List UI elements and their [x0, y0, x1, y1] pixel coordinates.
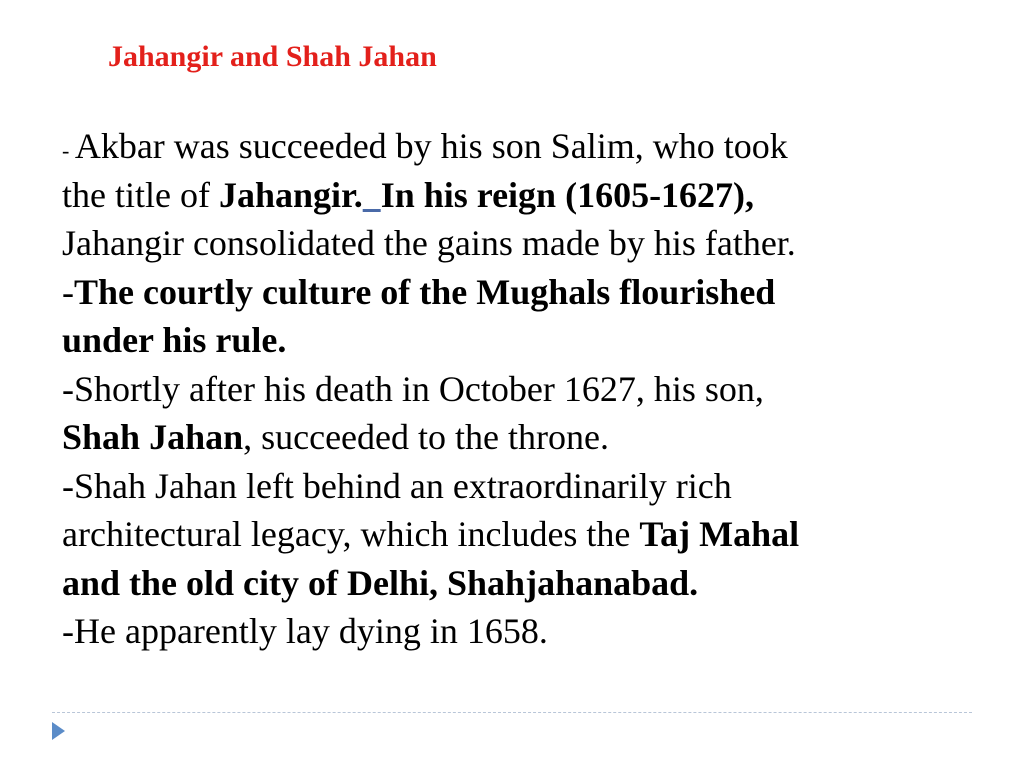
- body-line: [62, 122, 972, 171]
- body-line: [62, 365, 972, 414]
- bullet-dash: -: [62, 138, 75, 163]
- body-text: Jahangir consolidated the gains made by his father.: [62, 223, 796, 263]
- body-line: [62, 171, 972, 220]
- body-line: [62, 462, 972, 511]
- body-text-bold: Jahangir.: [218, 174, 363, 215]
- body-text-bold: and the old city of Delhi, Shahjahanabad.: [62, 562, 699, 603]
- body-text: -He apparently lay dying in 1658.: [62, 611, 548, 651]
- body-text: -: [62, 271, 74, 312]
- body-line: [62, 510, 972, 559]
- body-text-bold: In his reign (1605-1627),: [380, 174, 755, 215]
- body-line: [62, 559, 972, 608]
- body-text: -Shortly after his death in October 1627, his son,: [62, 368, 764, 409]
- underlined-gap: [363, 175, 381, 215]
- body-line: [62, 268, 972, 317]
- footer-divider: [52, 712, 972, 713]
- body-text-bold: The courtly culture of the Mughals flourished: [74, 271, 776, 312]
- body-text: architectural legacy, which includes the: [62, 514, 640, 554]
- body-line: [62, 316, 972, 365]
- body-text-bold: under his rule.: [62, 320, 287, 360]
- body-text: the title of: [62, 174, 219, 215]
- slide-title: Jahangir and Shah Jahan: [108, 40, 437, 73]
- body-text: -Shah Jahan left behind an extraordinarily rich: [62, 465, 732, 506]
- body-line: [62, 219, 972, 268]
- body-text: , succeeded to the throne.: [243, 417, 609, 457]
- body-text-bold: Shah Jahan: [62, 417, 244, 457]
- triangle-bullet-icon: [52, 722, 65, 740]
- slide-body: [62, 122, 972, 656]
- body-text-bold: Taj Mahal: [639, 514, 800, 554]
- body-line: [62, 607, 972, 656]
- body-text: Akbar was succeeded by his son Salim, who took: [74, 126, 788, 166]
- body-line: [62, 413, 972, 462]
